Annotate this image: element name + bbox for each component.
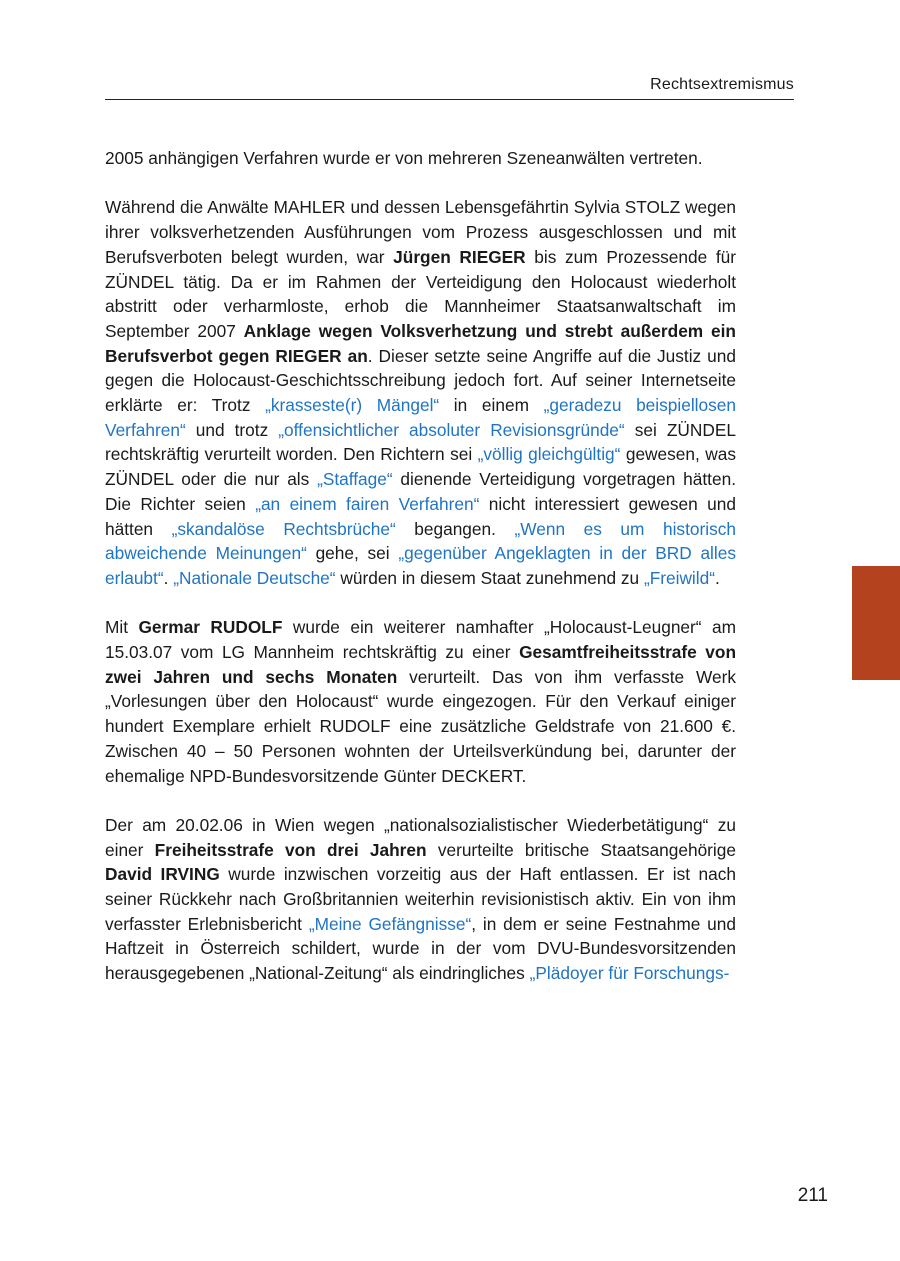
text-run: verurteilt. Das von ihm verfasste Werk „Vorlesungen über den Holocaust“ wurde eingezogen. Für den Verkauf einiger hundert Exemplare erhielt RUDOLF eine zusätzliche Geldstrafe von 21.600 €. Zwischen 40 – 50 Personen wohnten der Urteilsverkündung bei, darunter der ehemalige NPD-Bundesvorsitzende Günter DECKERT. xyxy=(105,666,736,786)
text-run: . Dieser setzte seine Angriffe auf die Justiz und gegen die Holocaust-Geschichtsschreibung jedoch fort. Auf seiner Internetseite erklärte er: Trotz xyxy=(105,345,736,416)
quote-run: „völlig gleichgültig“ xyxy=(477,444,621,465)
bold-run: Freiheitsstrafe von drei Jahren xyxy=(154,839,427,860)
quote-run: „offensichtlicher absoluter Revisionsgründe“ xyxy=(278,419,625,440)
running-header xyxy=(105,74,794,100)
quote-run: „Staffage“ xyxy=(317,469,393,490)
text-run: gehe, sei xyxy=(306,543,399,564)
text-run: und trotz xyxy=(185,419,279,440)
quote-run: „gegenüber Angeklagten in der BRD alles erlaubt“ xyxy=(105,543,736,588)
quote-run: „Plädoyer für Forschungs- xyxy=(529,963,730,984)
bold-run: Jürgen RIEGER xyxy=(393,246,526,267)
bold-run: Anklage wegen Volksverhetzung und strebt außerdem ein Berufsverbot gegen RIEGER an xyxy=(105,320,736,366)
text-run: Während die Anwälte MAHLER und dessen Lebensgefährtin Sylvia STOLZ wegen ihrer volksverhetzenden Ausführungen vom Prozess ausgeschlossen und mit Berufsverboten belegt wurden, war xyxy=(105,197,736,267)
text-run: würden in diesem Staat zunehmend zu xyxy=(335,567,644,588)
bold-run: Germar RUDOLF xyxy=(138,617,283,638)
bold-run: Gesamtfreiheitsstrafe von zwei Jahren und sechs Monaten xyxy=(105,642,737,687)
text-run: Mit xyxy=(105,617,139,638)
text-run: wurde ein weiterer namhafter „Holocaust-Leugner“ am 15.03.07 vom LG Mannheim rechtskräftig zu einer xyxy=(105,617,736,663)
quote-run: „Freiwild“ xyxy=(643,567,715,588)
paragraph-4 xyxy=(105,813,736,986)
quote-run: „geradezu beispiellosen Verfahren“ xyxy=(105,395,736,440)
body-text xyxy=(105,146,736,1011)
quote-run: „Meine Gefängnisse“ xyxy=(308,913,472,934)
quote-run: „Wenn es um historisch abweichende Meinungen“ xyxy=(105,518,736,564)
text-run: gewesen, was ZÜNDEL oder die nur als xyxy=(105,444,736,490)
text-run: sei ZÜNDEL rechtskräftig verurteilt worden. Den Richtern sei xyxy=(105,419,736,465)
text-run: dienende Verteidigung vorgetragen hätten. Die Richter seien xyxy=(105,469,736,514)
page-number: 211 xyxy=(797,1185,828,1206)
text-run: in einem xyxy=(439,395,544,416)
chapter-tab-marker xyxy=(852,566,900,680)
text-run: begangen. xyxy=(395,518,515,539)
header-title: Rechtsextremismus xyxy=(650,76,794,93)
paragraph-1 xyxy=(105,146,736,171)
text-run: nicht interessiert gewesen und hätten xyxy=(105,493,736,539)
text-run: wurde inzwischen vorzeitig aus der Haft entlassen. Er ist nach seiner Rückkehr nach Großbritannien weiterhin revisionistisch aktiv. Ein von ihm verfasster Erlebnisbericht xyxy=(105,864,736,934)
text-run: verurteilte britische Staatsangehörige xyxy=(426,839,736,860)
text-run: . xyxy=(714,567,720,588)
quote-run: „skandalöse Rechtsbrüche“ xyxy=(171,518,396,539)
quote-run: „Nationale Deutsche“ xyxy=(173,567,336,588)
quote-run: „an einem fairen Verfahren“ xyxy=(255,493,480,514)
text-run: , in dem er seine Festnahme und Haftzeit in Österreich schildert, wurde in der vom DVU-Bundesvorsitzenden herausgegebenen „National-Zeitung“ als eindringliches xyxy=(105,913,736,984)
text-run: bis zum Prozessende für ZÜNDEL tätig. Da er im Rahmen der Verteidigung den Holocaust wiederholt abstritt oder verharmloste, erhob die Mannheimer Staatsanwaltschaft im September 2007 xyxy=(105,246,736,341)
quote-run: „krasseste(r) Mängel“ xyxy=(265,395,440,416)
text-run: 2005 anhängigen Verfahren wurde er von mehreren Szeneanwälten vertreten. xyxy=(105,148,703,168)
text-run: . xyxy=(163,567,174,588)
text-run: Der am 20.02.06 in Wien wegen „nationalsozialistischer Wiederbetätigung“ zu einer xyxy=(105,814,736,860)
paragraph-2 xyxy=(105,195,736,590)
bold-run: David IRVING xyxy=(105,864,220,885)
paragraph-3 xyxy=(105,615,736,788)
